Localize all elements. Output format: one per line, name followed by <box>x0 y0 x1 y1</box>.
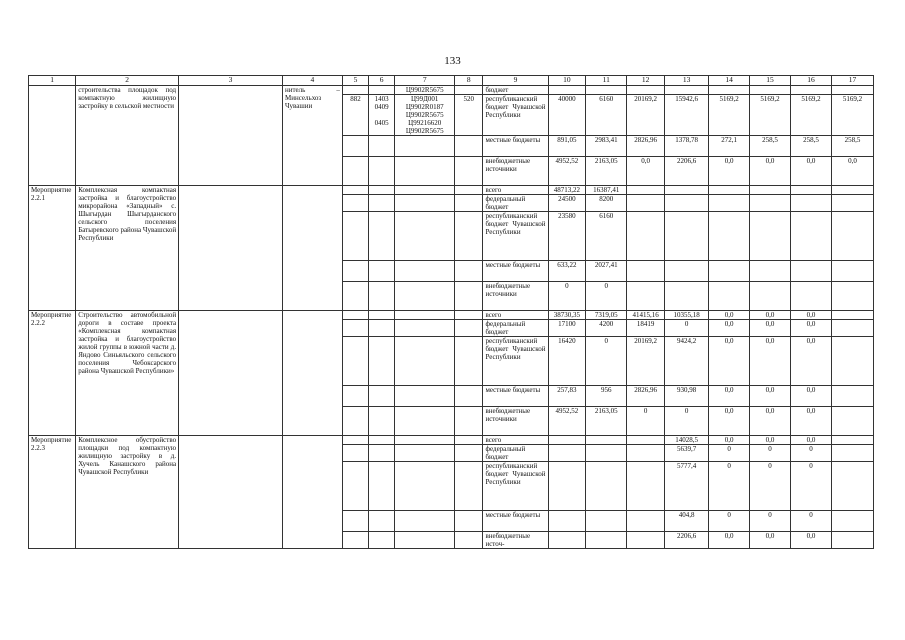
year-value <box>831 261 873 282</box>
code-cell <box>455 386 483 407</box>
expense-type-cell <box>455 86 483 95</box>
year-value <box>790 282 831 311</box>
year-value: 0,0 <box>750 407 791 436</box>
year-value: 0,0 <box>750 532 791 549</box>
year-value <box>750 261 791 282</box>
code-cell <box>342 195 368 212</box>
column-header: 8 <box>455 76 483 86</box>
year-value: 0 <box>665 407 709 436</box>
year-value: 0,0 <box>750 157 791 186</box>
year-value: 2163,05 <box>586 407 627 436</box>
code-cell <box>369 261 395 282</box>
year-value: 41415,16 <box>627 311 665 320</box>
year-value: 2826,96 <box>627 386 665 407</box>
year-value: 2826,96 <box>627 136 665 157</box>
year-value: 48713,22 <box>548 186 586 195</box>
year-value: 0,0 <box>750 386 791 407</box>
column-header: 15 <box>750 76 791 86</box>
year-value <box>831 311 873 320</box>
code-cell <box>455 195 483 212</box>
code-cell <box>342 407 368 436</box>
year-value: 0 <box>750 445 791 462</box>
header-row <box>29 76 874 86</box>
code-cell <box>395 532 455 549</box>
funding-source: бюджет <box>483 86 548 95</box>
year-value: 0 <box>750 511 791 532</box>
code-cell <box>395 337 455 386</box>
funding-source: всего <box>483 186 548 195</box>
year-value: 0 <box>586 282 627 311</box>
year-value: 2206,6 <box>665 157 709 186</box>
year-value <box>548 86 586 95</box>
code-cell <box>455 261 483 282</box>
measure-name: Комплексная компактная застройка и благоустройство микрорайона «Западный» с. Шыгырдан Шыгырданского сельского поселения Батыревского района Чувашской Республики <box>76 186 179 311</box>
program-cell <box>179 86 283 186</box>
year-value: 2983,41 <box>586 136 627 157</box>
code-cell <box>395 311 455 320</box>
year-value: 2027,41 <box>586 261 627 282</box>
year-value <box>750 195 791 212</box>
column-header: 3 <box>179 76 283 86</box>
code-cell <box>369 282 395 311</box>
year-value: 5169,2 <box>709 95 750 136</box>
code-cell <box>455 407 483 436</box>
year-value: 257,83 <box>548 386 586 407</box>
grbs-cell <box>342 86 368 95</box>
executor-cell <box>283 436 343 549</box>
year-value <box>627 86 665 95</box>
code-cell <box>455 136 483 157</box>
code-cell <box>342 261 368 282</box>
year-value: 956 <box>586 386 627 407</box>
year-value <box>831 337 873 386</box>
year-value: 5169,2 <box>750 95 791 136</box>
year-value: 0,0 <box>709 311 750 320</box>
year-value: 17100 <box>548 320 586 337</box>
year-value <box>790 212 831 261</box>
year-value <box>665 261 709 282</box>
year-value <box>831 445 873 462</box>
year-value: 6160 <box>586 212 627 261</box>
year-value <box>586 445 627 462</box>
measure-code: Мероприятие 2.2.2 <box>29 311 76 436</box>
code-cell <box>369 407 395 436</box>
year-value: 0,0 <box>709 407 750 436</box>
year-value <box>665 195 709 212</box>
year-value: 0 <box>709 445 750 462</box>
code-cell <box>342 320 368 337</box>
year-value <box>548 462 586 511</box>
column-header: 2 <box>76 76 179 86</box>
measure-name: строительства площадок под компактную жилищную застройку в сельской местности <box>76 86 179 186</box>
program-cell <box>179 436 283 549</box>
funding-source: внебюджетные источники <box>483 282 548 311</box>
year-value: 0 <box>665 320 709 337</box>
year-value: 5169,2 <box>790 95 831 136</box>
code-cell <box>342 186 368 195</box>
code-cell <box>395 136 455 157</box>
code-cell <box>369 157 395 186</box>
column-header: 7 <box>395 76 455 86</box>
year-value <box>586 511 627 532</box>
code-cell <box>455 532 483 549</box>
code-cell <box>342 337 368 386</box>
code-cell <box>342 462 368 511</box>
year-value: 0,0 <box>790 386 831 407</box>
year-value: 0 <box>790 511 831 532</box>
funding-source: федеральный бюджет <box>483 195 548 212</box>
year-value: 258,5 <box>831 136 873 157</box>
funding-source: республиканский бюджет Чувашской Республики <box>483 212 548 261</box>
page-number: 133 <box>444 55 461 67</box>
column-header: 1 <box>29 76 76 86</box>
year-value <box>627 445 665 462</box>
year-value: 258,5 <box>750 136 791 157</box>
year-value: 0,0 <box>709 436 750 445</box>
year-value <box>627 436 665 445</box>
code-cell <box>342 136 368 157</box>
year-value: 0 <box>709 462 750 511</box>
year-value <box>831 186 873 195</box>
year-value: 0 <box>548 282 586 311</box>
year-value <box>831 212 873 261</box>
code-cell <box>395 157 455 186</box>
year-value <box>831 532 873 549</box>
year-value: 0 <box>790 462 831 511</box>
year-value: 4952,52 <box>548 407 586 436</box>
column-header: 4 <box>283 76 343 86</box>
year-value: 891,05 <box>548 136 586 157</box>
column-header: 5 <box>342 76 368 86</box>
year-value <box>750 212 791 261</box>
year-value: 5639,7 <box>665 445 709 462</box>
funding-source: внебюджетные источники <box>483 157 548 186</box>
year-value <box>627 186 665 195</box>
year-value: 0,0 <box>790 436 831 445</box>
measure-name: Комплексное обустройство площадки под компактную жилищную застройку в д. Хучель Канашского района Чувашской Республики <box>76 436 179 549</box>
code-cell <box>369 445 395 462</box>
measure-code: Мероприятие 2.2.1 <box>29 186 76 311</box>
funding-source: республиканский бюджет Чувашской Республики <box>483 95 548 136</box>
year-value: 0,0 <box>627 157 665 186</box>
year-value: 0,0 <box>709 320 750 337</box>
measure-name: Строительство автомобильной дороги в составе проекта «Комплексная компактная застройка и благоустройство жилой группы в южной части д. Яндово Синьяльского сельского поселения Чебоксарского района Чувашской Республики» <box>76 311 179 436</box>
year-value: 15942,6 <box>665 95 709 136</box>
section-cell <box>369 86 395 95</box>
column-header: 13 <box>665 76 709 86</box>
code-cell <box>395 282 455 311</box>
year-value <box>586 86 627 95</box>
year-value: 6160 <box>586 95 627 136</box>
year-value: 0,0 <box>790 320 831 337</box>
code-cell <box>455 311 483 320</box>
year-value: 7319,05 <box>586 311 627 320</box>
year-value: 0 <box>627 407 665 436</box>
year-value <box>790 195 831 212</box>
year-value: 20169,2 <box>627 337 665 386</box>
year-value <box>586 462 627 511</box>
code-cell <box>369 386 395 407</box>
year-value: 0 <box>790 445 831 462</box>
column-header: 16 <box>790 76 831 86</box>
year-value <box>548 445 586 462</box>
funding-source: всего <box>483 311 548 320</box>
year-value: 404,8 <box>665 511 709 532</box>
year-value: 5777,4 <box>665 462 709 511</box>
funding-source: местные бюджеты <box>483 511 548 532</box>
code-cell <box>342 436 368 445</box>
code-cell <box>395 195 455 212</box>
code-cell <box>369 337 395 386</box>
code-cell <box>455 511 483 532</box>
funding-source: федеральный бюджет <box>483 445 548 462</box>
code-cell <box>455 462 483 511</box>
year-value: 2206,6 <box>665 532 709 549</box>
year-value <box>627 282 665 311</box>
year-value <box>831 462 873 511</box>
year-value: 9424,2 <box>665 337 709 386</box>
year-value: 0,0 <box>750 337 791 386</box>
year-value: 633,22 <box>548 261 586 282</box>
year-value: 0,0 <box>709 532 750 549</box>
program-cell <box>179 311 283 436</box>
code-cell <box>455 445 483 462</box>
target-article-cell: Ц9902R5675 <box>395 86 455 95</box>
code-cell <box>369 320 395 337</box>
code-cell <box>395 511 455 532</box>
year-value: 0,0 <box>750 320 791 337</box>
code-cell <box>455 282 483 311</box>
year-value: 5169,2 <box>831 95 873 136</box>
code-cell <box>369 436 395 445</box>
executor-cell: нитель – Минсельхоз Чувашии <box>283 86 343 186</box>
year-value <box>831 407 873 436</box>
funding-source: республиканский бюджет Чувашской Республики <box>483 337 548 386</box>
code-cell <box>342 282 368 311</box>
funding-source: местные бюджеты <box>483 386 548 407</box>
year-value <box>548 436 586 445</box>
table-row <box>29 311 874 320</box>
year-value <box>831 386 873 407</box>
code-cell <box>395 212 455 261</box>
code-cell <box>369 136 395 157</box>
section-cell: 1403 0409 0405 <box>369 95 395 136</box>
column-header: 9 <box>483 76 548 86</box>
funding-source: федеральный бюджет <box>483 320 548 337</box>
year-value: 24500 <box>548 195 586 212</box>
funding-source: республиканский бюджет Чувашской Республики <box>483 462 548 511</box>
year-value <box>665 86 709 95</box>
year-value: 38730,35 <box>548 311 586 320</box>
year-value <box>665 212 709 261</box>
year-value: 258,5 <box>790 136 831 157</box>
year-value: 0,0 <box>831 157 873 186</box>
year-value: 16420 <box>548 337 586 386</box>
code-cell <box>369 186 395 195</box>
column-header: 14 <box>709 76 750 86</box>
year-value <box>831 282 873 311</box>
target-article-cell: Ц99Д001 Ц9902R0187 Ц9902R5675 Ц99216620 Ц9902R5675 <box>395 95 455 136</box>
table-row <box>29 186 874 195</box>
code-cell <box>369 311 395 320</box>
funding-source: местные бюджеты <box>483 261 548 282</box>
funding-source: всего <box>483 436 548 445</box>
code-cell <box>342 386 368 407</box>
year-value: 930,98 <box>665 386 709 407</box>
column-header: 17 <box>831 76 873 86</box>
year-value: 0 <box>709 511 750 532</box>
code-cell <box>395 320 455 337</box>
executor-cell <box>283 186 343 311</box>
year-value: 0 <box>750 462 791 511</box>
code-cell <box>369 212 395 261</box>
year-value <box>831 511 873 532</box>
year-value <box>627 462 665 511</box>
year-value <box>750 282 791 311</box>
code-cell <box>395 445 455 462</box>
year-value: 18419 <box>627 320 665 337</box>
code-cell <box>395 436 455 445</box>
year-value <box>586 436 627 445</box>
code-cell <box>369 462 395 511</box>
code-cell <box>369 511 395 532</box>
year-value: 0,0 <box>790 407 831 436</box>
year-value <box>665 186 709 195</box>
code-cell <box>455 157 483 186</box>
year-value <box>790 86 831 95</box>
year-value: 0,0 <box>709 157 750 186</box>
year-value: 0,0 <box>790 337 831 386</box>
year-value <box>790 186 831 195</box>
year-value <box>831 436 873 445</box>
table-row <box>29 86 874 95</box>
code-cell <box>455 212 483 261</box>
year-value <box>831 320 873 337</box>
year-value: 2163,05 <box>586 157 627 186</box>
year-value: 14028,5 <box>665 436 709 445</box>
expense-type-cell: 520 <box>455 95 483 136</box>
year-value: 8200 <box>586 195 627 212</box>
year-value: 4200 <box>586 320 627 337</box>
year-value <box>548 511 586 532</box>
code-cell <box>395 462 455 511</box>
funding-source: внебюджетные источ- <box>483 532 548 549</box>
code-cell <box>395 261 455 282</box>
year-value: 0,0 <box>750 436 791 445</box>
executor-cell <box>283 311 343 436</box>
year-value <box>627 212 665 261</box>
code-cell <box>455 186 483 195</box>
code-cell <box>342 511 368 532</box>
table-row <box>29 436 874 445</box>
year-value: 20169,2 <box>627 95 665 136</box>
code-cell <box>342 445 368 462</box>
year-value <box>709 282 750 311</box>
code-cell <box>395 386 455 407</box>
year-value: 0,0 <box>709 337 750 386</box>
code-cell <box>455 337 483 386</box>
year-value <box>709 212 750 261</box>
funding-source: внебюджетные источники <box>483 407 548 436</box>
year-value <box>750 86 791 95</box>
year-value <box>627 261 665 282</box>
column-header: 11 <box>586 76 627 86</box>
measure-code <box>29 86 76 186</box>
year-value <box>627 195 665 212</box>
year-value <box>586 532 627 549</box>
program-cell <box>179 186 283 311</box>
code-cell <box>455 436 483 445</box>
year-value <box>831 195 873 212</box>
code-cell <box>342 157 368 186</box>
code-cell <box>369 532 395 549</box>
year-value: 0,0 <box>750 311 791 320</box>
year-value: 0,0 <box>790 157 831 186</box>
year-value <box>709 86 750 95</box>
year-value <box>709 186 750 195</box>
year-value: 0,0 <box>790 532 831 549</box>
year-value: 40000 <box>548 95 586 136</box>
code-cell <box>395 186 455 195</box>
year-value: 272,1 <box>709 136 750 157</box>
budget-table <box>28 75 874 549</box>
year-value: 4952,52 <box>548 157 586 186</box>
funding-source: местные бюджеты <box>483 136 548 157</box>
code-cell <box>342 532 368 549</box>
column-header: 10 <box>548 76 586 86</box>
code-cell <box>455 320 483 337</box>
year-value: 0,0 <box>790 311 831 320</box>
year-value: 1378,78 <box>665 136 709 157</box>
measure-code: Мероприятие 2.2.3 <box>29 436 76 549</box>
year-value <box>627 511 665 532</box>
year-value <box>750 186 791 195</box>
code-cell <box>369 195 395 212</box>
year-value: 23580 <box>548 212 586 261</box>
code-cell <box>342 212 368 261</box>
grbs-cell: 882 <box>342 95 368 136</box>
year-value <box>709 261 750 282</box>
year-value: 0,0 <box>709 386 750 407</box>
year-value: 16387,41 <box>586 186 627 195</box>
column-header: 12 <box>627 76 665 86</box>
year-value <box>548 532 586 549</box>
year-value: 10355,18 <box>665 311 709 320</box>
year-value <box>790 261 831 282</box>
year-value: 0 <box>586 337 627 386</box>
year-value <box>709 195 750 212</box>
year-value <box>831 86 873 95</box>
column-header: 6 <box>369 76 395 86</box>
code-cell <box>395 407 455 436</box>
code-cell <box>342 311 368 320</box>
year-value <box>627 532 665 549</box>
year-value <box>665 282 709 311</box>
